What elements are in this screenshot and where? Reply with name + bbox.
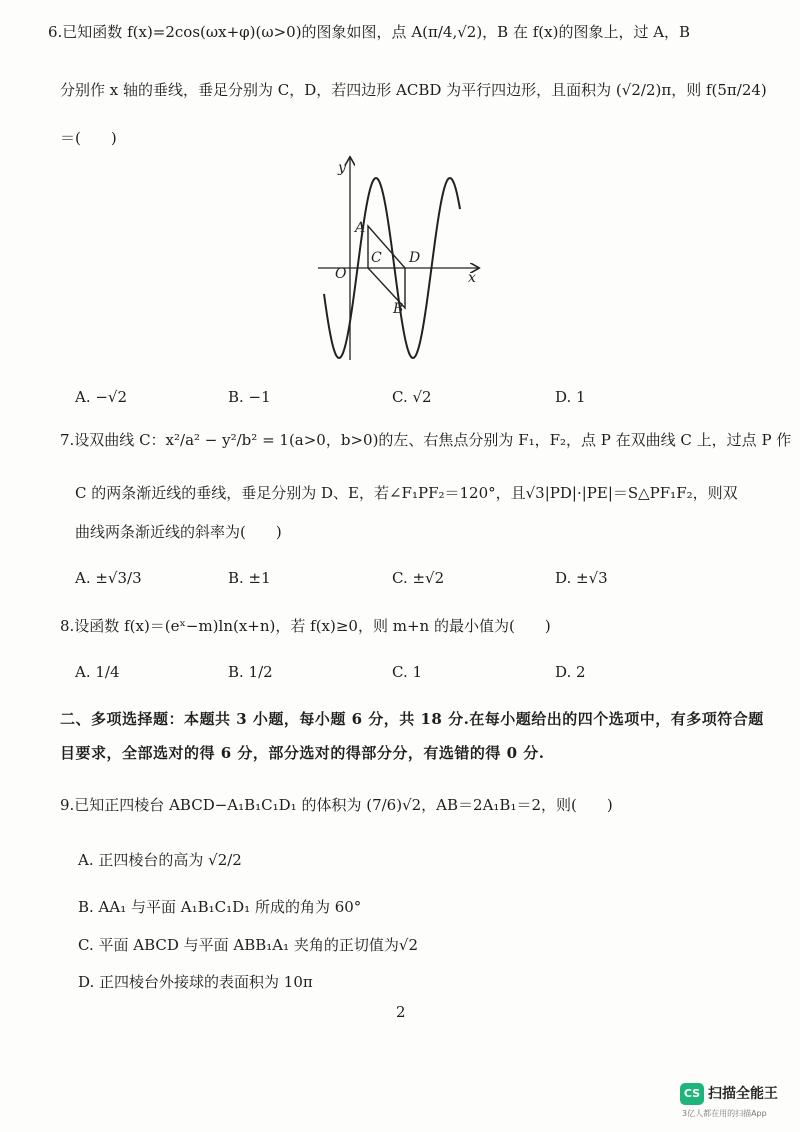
scanner-logo-icon: CS	[680, 1083, 704, 1105]
q6-option-a: A. −√2	[75, 388, 128, 406]
q6-option-d: D. 1	[555, 388, 586, 406]
label-origin: O	[335, 266, 347, 282]
label-A: A	[355, 220, 366, 236]
q7-stem-line1: 7.设双曲线 C：x²/a² − y²/b² = 1(a>0，b>0)的左、右焦点分别为 F₁，F₂，点 P 在双曲线 C 上，过点 P 作	[60, 431, 792, 449]
q6-stem-line1: 6.已知函数 f(x)=2cos(ωx+φ)(ω>0)的图象如图，点 A(π/4,√2)，B 在 f(x)的图象上，过 A，B	[48, 23, 691, 41]
q7-option-b: B. ±1	[228, 569, 271, 587]
q8-option-a: A. 1/4	[75, 663, 120, 681]
parallelogram-acbd	[368, 226, 405, 308]
section2-instructions-line1: 二、多项选择题：本题共 3 小题，每小题 6 分，共 18 分.在每小题给出的四个选项中，有多项符合题	[60, 710, 764, 728]
q7-option-d: D. ±√3	[555, 569, 608, 587]
q9-option-b: B. AA₁ 与平面 A₁B₁C₁D₁ 所成的角为 60°	[78, 898, 362, 916]
section2-instructions-line2: 目要求，全部选对的得 6 分，部分选对的得部分分，有选错的得 0 分.	[60, 744, 545, 762]
q9-option-a: A. 正四棱台的高为 √2/2	[78, 851, 242, 869]
label-y: y	[338, 160, 346, 176]
q7-option-c: C. ±√2	[392, 569, 445, 587]
q9-option-d: D. 正四棱台外接球的表面积为 10π	[78, 973, 313, 991]
q6-stem-line2: 分别作 x 轴的垂线，垂足分别为 C，D，若四边形 ACBD 为平行四边形，且面积为 (√2/2)π，则 f(5π/24)	[60, 81, 767, 99]
scanner-app-name: 扫描全能王	[708, 1086, 778, 1102]
q8-option-b: B. 1/2	[228, 663, 273, 681]
q7-stem-line3: 曲线两条渐近线的斜率为( )	[75, 523, 282, 541]
page-number: 2	[396, 1003, 406, 1021]
q7-option-a: A. ±√3/3	[75, 569, 142, 587]
scanner-watermark	[680, 1080, 792, 1120]
q6-option-c: C. √2	[392, 388, 432, 406]
label-B: B	[393, 301, 404, 317]
q8-stem: 8.设函数 f(x)＝(eˣ−m)ln(x+n)，若 f(x)≥0，则 m+n 的最小值为( )	[60, 617, 551, 635]
q6-cosine-figure	[310, 150, 510, 365]
label-x: x	[468, 270, 476, 286]
q7-stem-line2: C 的两条渐近线的垂线，垂足分别为 D、E，若∠F₁PF₂＝120°，且√3|PD|·|PE|＝S△PF₁F₂，则双	[75, 484, 738, 502]
scanner-tagline: 3亿人都在用的扫描App	[682, 1109, 767, 1118]
label-C: C	[371, 250, 382, 266]
q6-stem-line3: ＝( )	[60, 129, 117, 147]
q6-option-b: B. −1	[228, 388, 271, 406]
label-D: D	[409, 250, 421, 266]
q9-stem: 9.已知正四棱台 ABCD−A₁B₁C₁D₁ 的体积为 (7/6)√2，AB＝2A₁B₁＝2，则( )	[60, 796, 613, 814]
q8-option-c: C. 1	[392, 663, 423, 681]
q8-option-d: D. 2	[555, 663, 586, 681]
q9-option-c: C. 平面 ABCD 与平面 ABB₁A₁ 夹角的正切值为√2	[78, 936, 419, 954]
